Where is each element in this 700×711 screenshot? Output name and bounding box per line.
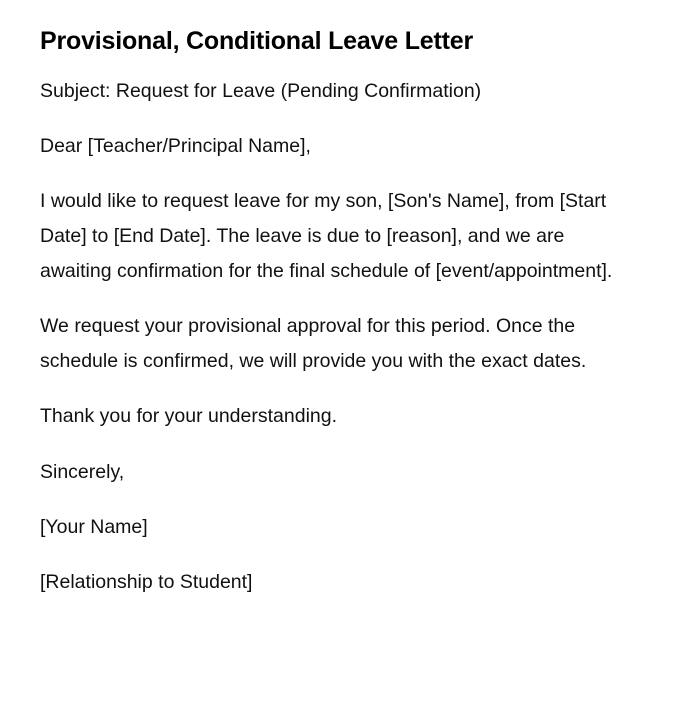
subject-line: Subject: Request for Leave (Pending Confirmation): [40, 80, 482, 102]
page-title: Provisional, Conditional Leave Letter: [40, 27, 473, 55]
thanks-line: Thank you for your understanding.: [40, 405, 338, 427]
letter-document: [40, 24, 640, 600]
body-paragraph-request: I would like to request leave for my son, [Son's Name], from [Start Date] to [End Date]. The leave is due to [reason], and we are awaiting confirmation for the final schedule of [event/appointment].: [40, 190, 613, 282]
salutation: Dear [Teacher/Principal Name],: [40, 135, 311, 157]
body-paragraph-approval: We request your provisional approval for this period. Once the schedule is confirmed, we will provide you with the exact dates.: [40, 315, 587, 372]
closing-line: Sincerely,: [40, 461, 125, 483]
signature-name: [Your Name]: [40, 516, 148, 538]
signature-relationship: [Relationship to Student]: [40, 571, 253, 593]
